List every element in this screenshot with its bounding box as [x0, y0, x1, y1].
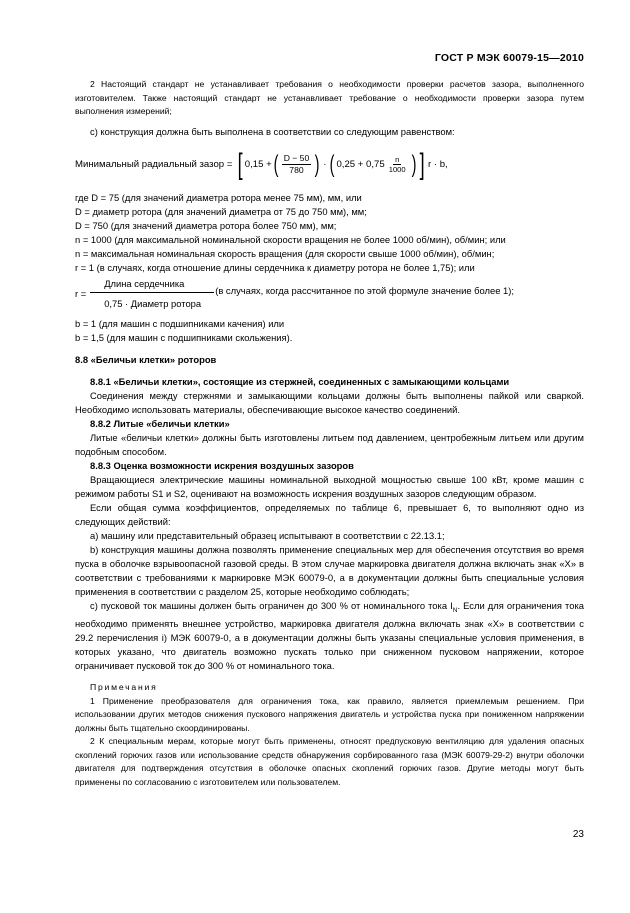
formula-term-3: r · b,: [427, 158, 448, 170]
item-c-subscript: N: [452, 606, 458, 614]
where-line-1: где D = 75 (для значений диаметра ротора менее 75 мм), мм, или: [75, 191, 362, 203]
paren-close-2: ): [411, 150, 417, 178]
section-8-8-3-item-a: а) машину или представительный образец испытывают в соответствии с 22.13.1;: [90, 529, 445, 541]
where-line-4: n = 1000 (для максимальной номинальной скорости вращения не более 1000 об/мин), об/мин; или: [75, 233, 506, 245]
section-8-8-3-para-2: Если общая сумма коэффициентов, определяемых по таблице 6, превышает 6, то выполняют одно из следующих действий:: [75, 501, 584, 527]
formula-term-1: 0,15 +: [244, 158, 272, 170]
section-8-8-3-item-b: b) конструкция машины должна позволять применение специальных мер для обеспечения отсутствия во время пуска в оболочке взрывоопасной газовой среды. В этом случае маркировка двигателя должна включать знак «X» в соответствии с требованиями к маркировке МЭК 60079-0, а в документации должны быть специальные условия применения в соответствии с разделом 25, которые необходимо соблюдать;: [75, 543, 584, 597]
fraction-d-numerator: D − 50: [283, 153, 310, 163]
where-line-2: D = диаметр ротора (для значений диаметра от 75 до 750 мм), мм;: [75, 205, 367, 217]
r-formula-lhs: r =: [75, 287, 87, 299]
section-8-8-1-title: 8.8.1 «Беличьи клетки», состоящие из стержней, соединенных с замыкающими кольцами: [90, 375, 510, 387]
item-c: с) конструкция должна быть выполнена в соответствии со следующим равенством:: [90, 125, 455, 137]
section-8-8-title: 8.8 «Беличьи клетки» роторов: [75, 353, 217, 365]
page-header: ГОСТ Р МЭК 60079-15—2010: [434, 52, 584, 64]
item-c-text-pre: с) пусковой ток машины должен быть ограничен до 300 % от номинального тока I: [90, 599, 453, 611]
fraction-n: [387, 155, 408, 174]
fraction-d-denominator: 780: [289, 165, 304, 175]
section-8-8-3-title: 8.8.3 Оценка возможности искрения воздушных зазоров: [90, 459, 354, 471]
fraction-n-numerator: n: [395, 155, 400, 164]
section-8-8-3-item-c: [75, 599, 584, 674]
formula-term-2: 0,25 + 0,75: [336, 158, 385, 170]
dot-operator: ·: [323, 158, 327, 170]
page-number: 23: [572, 829, 584, 840]
page-content: [75, 78, 584, 789]
where-line-6: r = 1 (в случаях, когда отношение длины сердечника к диаметру ротора не более 1,75); или: [75, 261, 475, 273]
paren-open: (: [273, 150, 279, 178]
bracket-close: ]: [419, 147, 425, 181]
b-line-1: b = 1 (для машин с подшипниками качения) или: [75, 317, 285, 329]
where-line-3: D = 750 (для значений диаметра ротора более 750 мм), мм;: [75, 219, 337, 231]
section-8-8-3-para-1: Вращающиеся электрические машины номинальной выходной мощностью свыше 100 кВт, кроме машин с режимом работы S1 и S2, оценивают на возможность искрения воздушных зазоров следующим образом.: [75, 473, 584, 499]
section-8-8-2-text: Литые «беличьи клетки» должны быть изготовлены литьем под давлением, центробежным литьем или другим подобным способом.: [75, 431, 584, 457]
note-2: 2 К специальным мерам, которые могут быть применены, относят предпусковую вентиляцию для удаления опасных скоплений горючих газов или использование средств обнаружения сорбированного газа (МЭК 60079-29-2) внутри оболочки двигателя для подтверждения отсутствия в оболочке опасных скоплений горючих газов. Другие методы могут быть применены по согласованию с изготовителем или пользователем.: [75, 736, 584, 787]
section-8-8-2-title: 8.8.2 Литые «беличьи клетки»: [90, 417, 230, 429]
formula-label: Минимальный радиальный зазор =: [75, 158, 233, 170]
section-8-8-1-text: Соединения между стержнями и замыкающими кольцами должны быть выполнены пайкой или сваркой. Необходимо использовать материалы, обеспечивающие высокое качество соединений.: [75, 389, 584, 415]
r-formula: [75, 277, 584, 311]
notes-title: Примечания: [90, 682, 158, 693]
note-1: 1 Применение преобразователя для ограничения тока, как правило, является приемлемым решением. При использовании других методов снижения пускового напряжения двигатель и устройства пуска при пониженном напряжении должны быть тщательно скоординированы.: [75, 695, 584, 733]
fraction-n-denominator: 1000: [388, 165, 406, 174]
r-fraction: [90, 277, 214, 311]
clearance-formula: [75, 143, 584, 187]
r-fraction-numerator: Длина сердечника: [90, 277, 214, 293]
fraction-d: [282, 153, 312, 176]
b-line-2: b = 1,5 (для машин с подшипниками скольжения).: [75, 331, 293, 343]
item-c-text-post: . Если для ограничения тока необходимо применять внешнее устройство, маркировка двигателя должна включать знак «X» в соответствии с 29.2 перечисления i) МЭК 60079-0, а в документации должны быть указаны специальные условия применения, в которых указано, что двигатель возможно пускать только при сниженном пусковом напряжении, которое ограничивает пусковой ток до 300 % от номинального тока.: [75, 599, 584, 672]
paren-open-2: (: [330, 150, 335, 178]
paren-close: ): [314, 150, 320, 178]
r-formula-tail: (в случаях, когда рассчитанное по этой формуле значение более 1);: [215, 284, 514, 296]
r-fraction-denominator: 0,75 · Диаметр ротора: [104, 297, 202, 309]
note-2-intro: 2 Настоящий стандарт не устанавливает требования о необходимости проверки расчетов зазора, выполненного изготовителем. Также настоящий стандарт не устанавливает требование о необходимости проверки зазора путем выполнения измерений;: [75, 79, 584, 116]
where-line-5: n = максимальная номинальная скорость вращения (для скорости свыше 1000 об/мин), об/мин;: [75, 247, 495, 259]
bracket-open: [: [238, 147, 244, 181]
